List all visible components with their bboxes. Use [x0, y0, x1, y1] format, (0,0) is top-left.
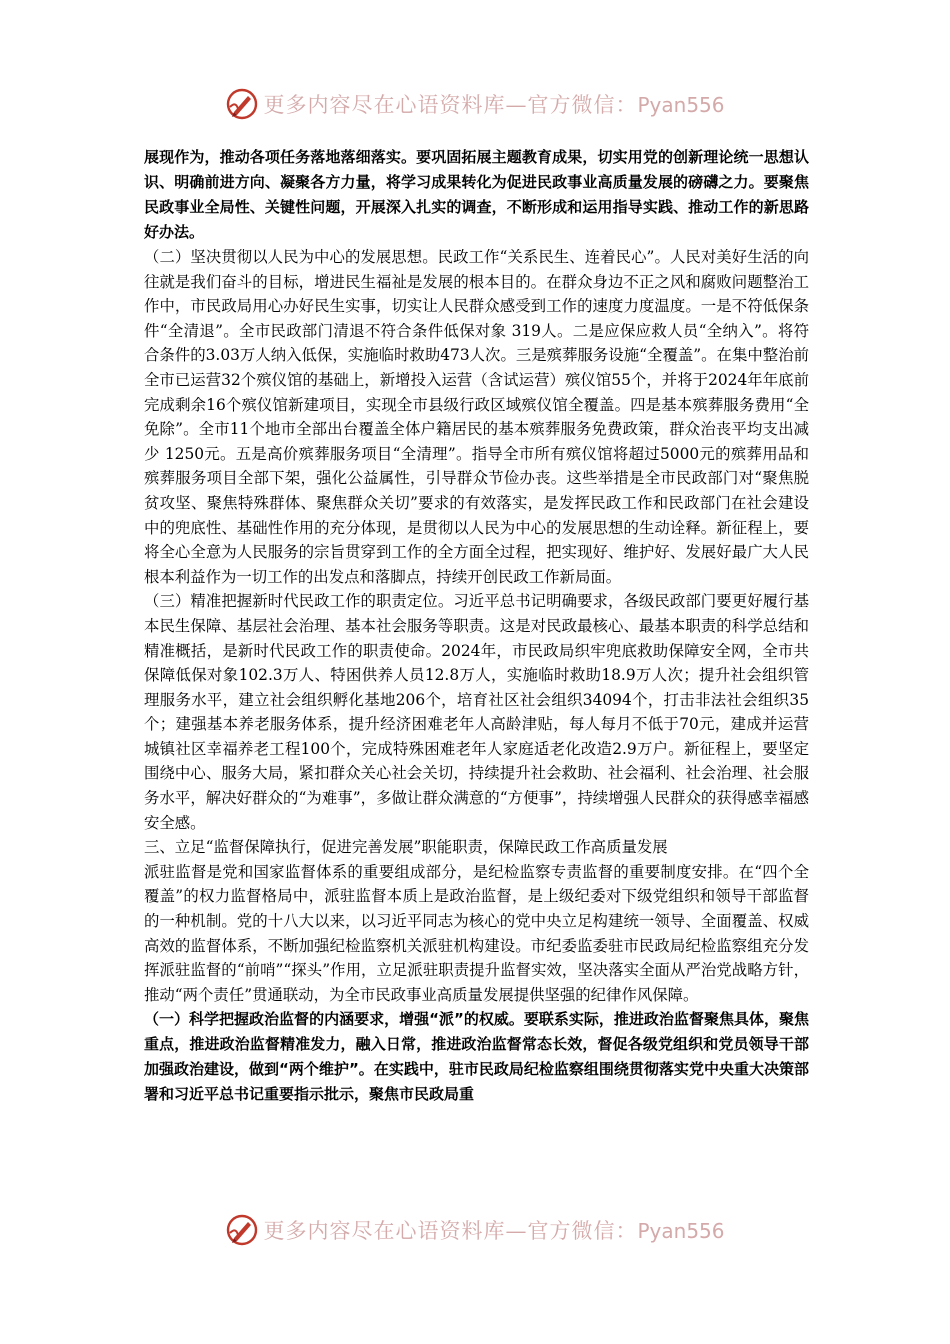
- document-body: [144, 145, 809, 1107]
- paragraph-section-3: （三）精准把握新时代民政工作的职责定位。习近平总书记明确要求，各级民政部门要更好履行基本民生保障、基层社会治理、基本社会服务等职责。这是对民政最核心、最基本职责的科学总结和精准概括，是新时代民政工作的职责使命。2024年，市民政局织牢兜底救助保障安全网，全市共保障低保对象102.3万人、特困供养人员12.8万人，实施临时救助18.9万人次；提升社会组织管理服务水平，建立社会组织孵化基地206个，培育社区社会组织34094个，打击非法社会组织35个；建强基本养老服务体系，提升经济困难老年人高龄津贴，每人每月不低于70元，建成并运营城镇社区幸福养老工程100个，完成特殊困难老年人家庭适老化改造2.9万户。新征程上，要坚定围绕中心、服务大局，紧扣群众关心社会关切，持续提升社会救助、社会福利、社会治理、社会服务水平，解决好群众的“为难事”，多做让群众满意的“方便事”，持续增强人民群众的获得感幸福感安全感。: [144, 592, 809, 832]
- paragraph-section-2: （二）坚决贯彻以人民为中心的发展思想。民政工作“关系民生、连着民心”。人民对美好生活的向往就是我们奋斗的目标，增进民生福祉是发展的根本目的。在群众身边不正之风和腐败问题整治工作中，市民政局用心办好民生实事，切实让人民群众感受到工作的速度力度温度。一是不符低保条件“全清退”。全市民政部门清退不符合条件低保对象 319人。二是应保应救人员“全纳入”。将符合条件的3.03万人纳入低保，实施临时救助473人次。三是殡葬服务设施“全覆盖”。在集中整治前全市已运营32个殡仪馆的基础上，新增投入运营（含试运营）殡仪馆55个，并将于2024年年底前完成剩余16个殡仪馆新建项目，实现全市县级行政区域殡仪馆全覆盖。四是基本殡葬服务费用“全免除”。全市11个地市全部出台覆盖全体户籍居民的基本殡葬服务免费政策，群众治丧平均支出减少 1250元。五是高价殡葬服务项目“全清理”。指导全市所有殡仪馆将超过5000元的殡葬用品和殡葬服务项目全部下架，强化公益属性，引导群众节俭办丧。这些举措是全市民政部门对“聚焦脱贫攻坚、聚焦特殊群体、聚焦群众关切”要求的有效落实，是发挥民政工作和民政部门在社会建设中的兜底性、基础性作用的充分体现，是贯彻以人民为中心的发展思想的生动诠释。新征程上，要将全心全意为人民服务的宗旨贯穿到工作的全方面全过程，把实现好、维护好、发展好最广大人民根本利益作为一切工作的出发点和落脚点，持续开创民政工作新局面。: [144, 248, 809, 586]
- paragraph-dispatched-supervision: 派驻监督是党和国家监督体系的重要组成部分，是纪检监察专责监督的重要制度安排。在“四个全覆盖”的权力监督格局中，派驻监督本质上是政治监督，是上级纪委对下级党组织和领导干部监督的一种机制。党的十八大以来，以习近平同志为核心的党中央立足构建统一领导、全面覆盖、权威高效的监督体系，不断加强纪检监察机关派驻机构建设。市纪委监委驻市民政局纪检监察组充分发挥派驻监督的“前哨”“探头”作用，立足派驻职责提升监督实效，坚决落实全面从严治党战略方针，推动“两个责任”贯通联动，为全市民政事业高质量发展提供坚强的纪律作风保障。: [144, 862, 809, 1004]
- heading-part-3: 三、立足“监督保障执行，促进完善发展”职能职责，保障民政工作高质量发展: [144, 838, 668, 857]
- pen-logo-icon: [225, 1213, 259, 1247]
- paragraph-continuation: 展现作为，推动各项任务落地落细落实。要巩固拓展主题教育成果，切实用党的创新理论统一思想认识、明确前进方向、凝聚各方力量，将学习成果转化为促进民政事业高质量发展的磅礴之力。要聚焦民政事业全局性、关键性问题，开展深入扎实的调查，不断形成和运用指导实践、推动工作的新思路好办法。: [144, 148, 809, 241]
- watermark-header: [0, 84, 950, 124]
- watermark-text: 更多内容尽在心语资料库—官方微信：Pyan556: [263, 93, 725, 117]
- watermark-text: 更多内容尽在心语资料库—官方微信：Pyan556: [263, 1219, 725, 1243]
- paragraph-political-supervision: （一）科学把握政治监督的内涵要求，增强“派”的权威。要联系实际，推进政治监督聚焦具体，聚焦重点，推进政治监督精准发力，融入日常，推进政治监督常态长效，督促各级党组织和党员领导干部加强政治建设，做到“两个维护”。在实践中，驻市民政局纪检监察组围绕贯彻落实党中央重大决策部署和习近平总书记重要指示批示，聚焦市民政局重: [144, 1010, 809, 1104]
- pen-logo-icon: [225, 87, 259, 121]
- watermark-footer: [0, 1210, 950, 1250]
